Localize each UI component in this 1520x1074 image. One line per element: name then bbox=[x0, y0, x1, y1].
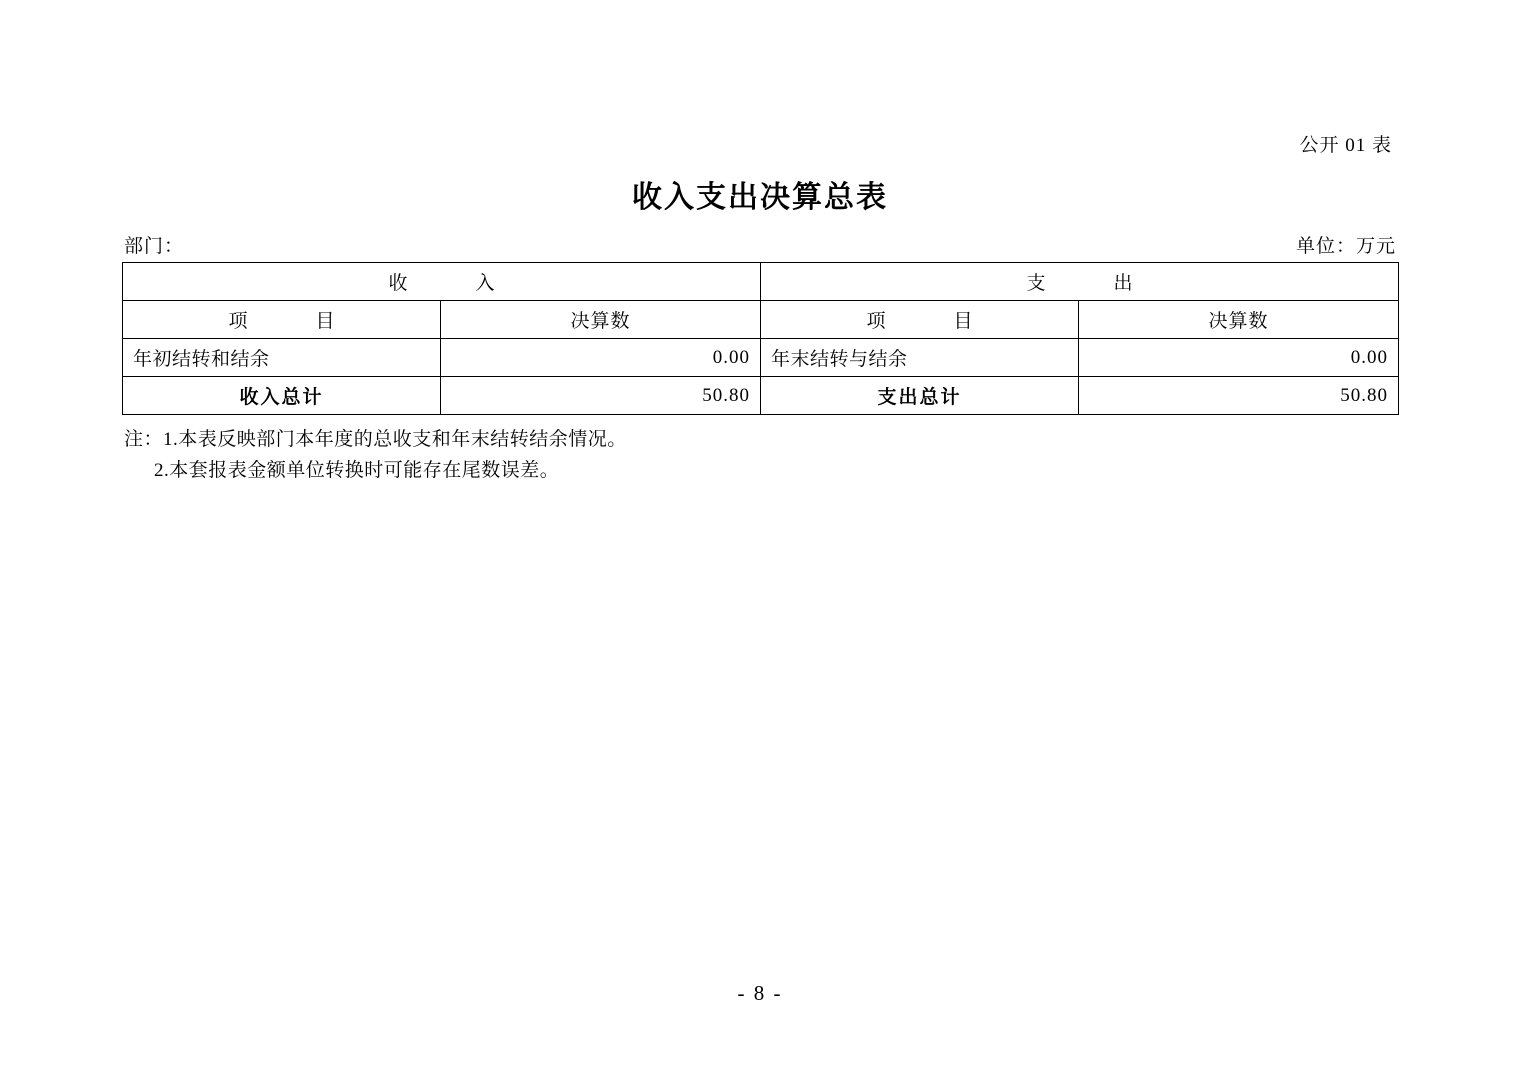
table-row bbox=[123, 339, 1399, 377]
page-number: - 8 - bbox=[737, 981, 783, 1005]
table-notes bbox=[124, 424, 627, 486]
cell-expense-total-amount: 50.80 bbox=[1079, 377, 1399, 415]
column-header-income-amount: 决算数 bbox=[441, 301, 761, 339]
group-header-income: 收 入 bbox=[123, 263, 761, 301]
table-row-column-header bbox=[123, 301, 1399, 339]
cell-income-item: 年初结转和结余 bbox=[123, 339, 441, 377]
column-header-expense-item: 项 目 bbox=[761, 301, 1079, 339]
cell-expense-item: 年末结转与结余 bbox=[761, 339, 1079, 377]
cell-income-total-amount: 50.80 bbox=[441, 377, 761, 415]
page-title: 收入支出决算总表 bbox=[632, 181, 888, 214]
cell-expense-total-label: 支出总计 bbox=[761, 377, 1079, 415]
column-header-income-item: 项 目 bbox=[123, 301, 441, 339]
cell-expense-amount: 0.00 bbox=[1079, 339, 1399, 377]
cell-income-total-label: 收入总计 bbox=[123, 377, 441, 415]
department-label: 部门： bbox=[124, 236, 185, 257]
group-header-expense: 支 出 bbox=[761, 263, 1399, 301]
table-row-total bbox=[123, 377, 1399, 415]
form-code-label: 公开 01 表 bbox=[1299, 135, 1392, 156]
unit-label: 单位：万元 bbox=[1295, 236, 1396, 257]
table-row-group-header bbox=[123, 263, 1399, 301]
note-line-1: 注：1.本表反映部门本年度的总收支和年末结转结余情况。 bbox=[124, 429, 627, 450]
column-header-expense-amount: 决算数 bbox=[1079, 301, 1399, 339]
note-line-2: 2.本套报表金额单位转换时可能存在尾数误差。 bbox=[154, 460, 560, 481]
cell-income-amount: 0.00 bbox=[441, 339, 761, 377]
budget-table bbox=[122, 262, 1399, 415]
meta-row bbox=[124, 231, 1396, 255]
